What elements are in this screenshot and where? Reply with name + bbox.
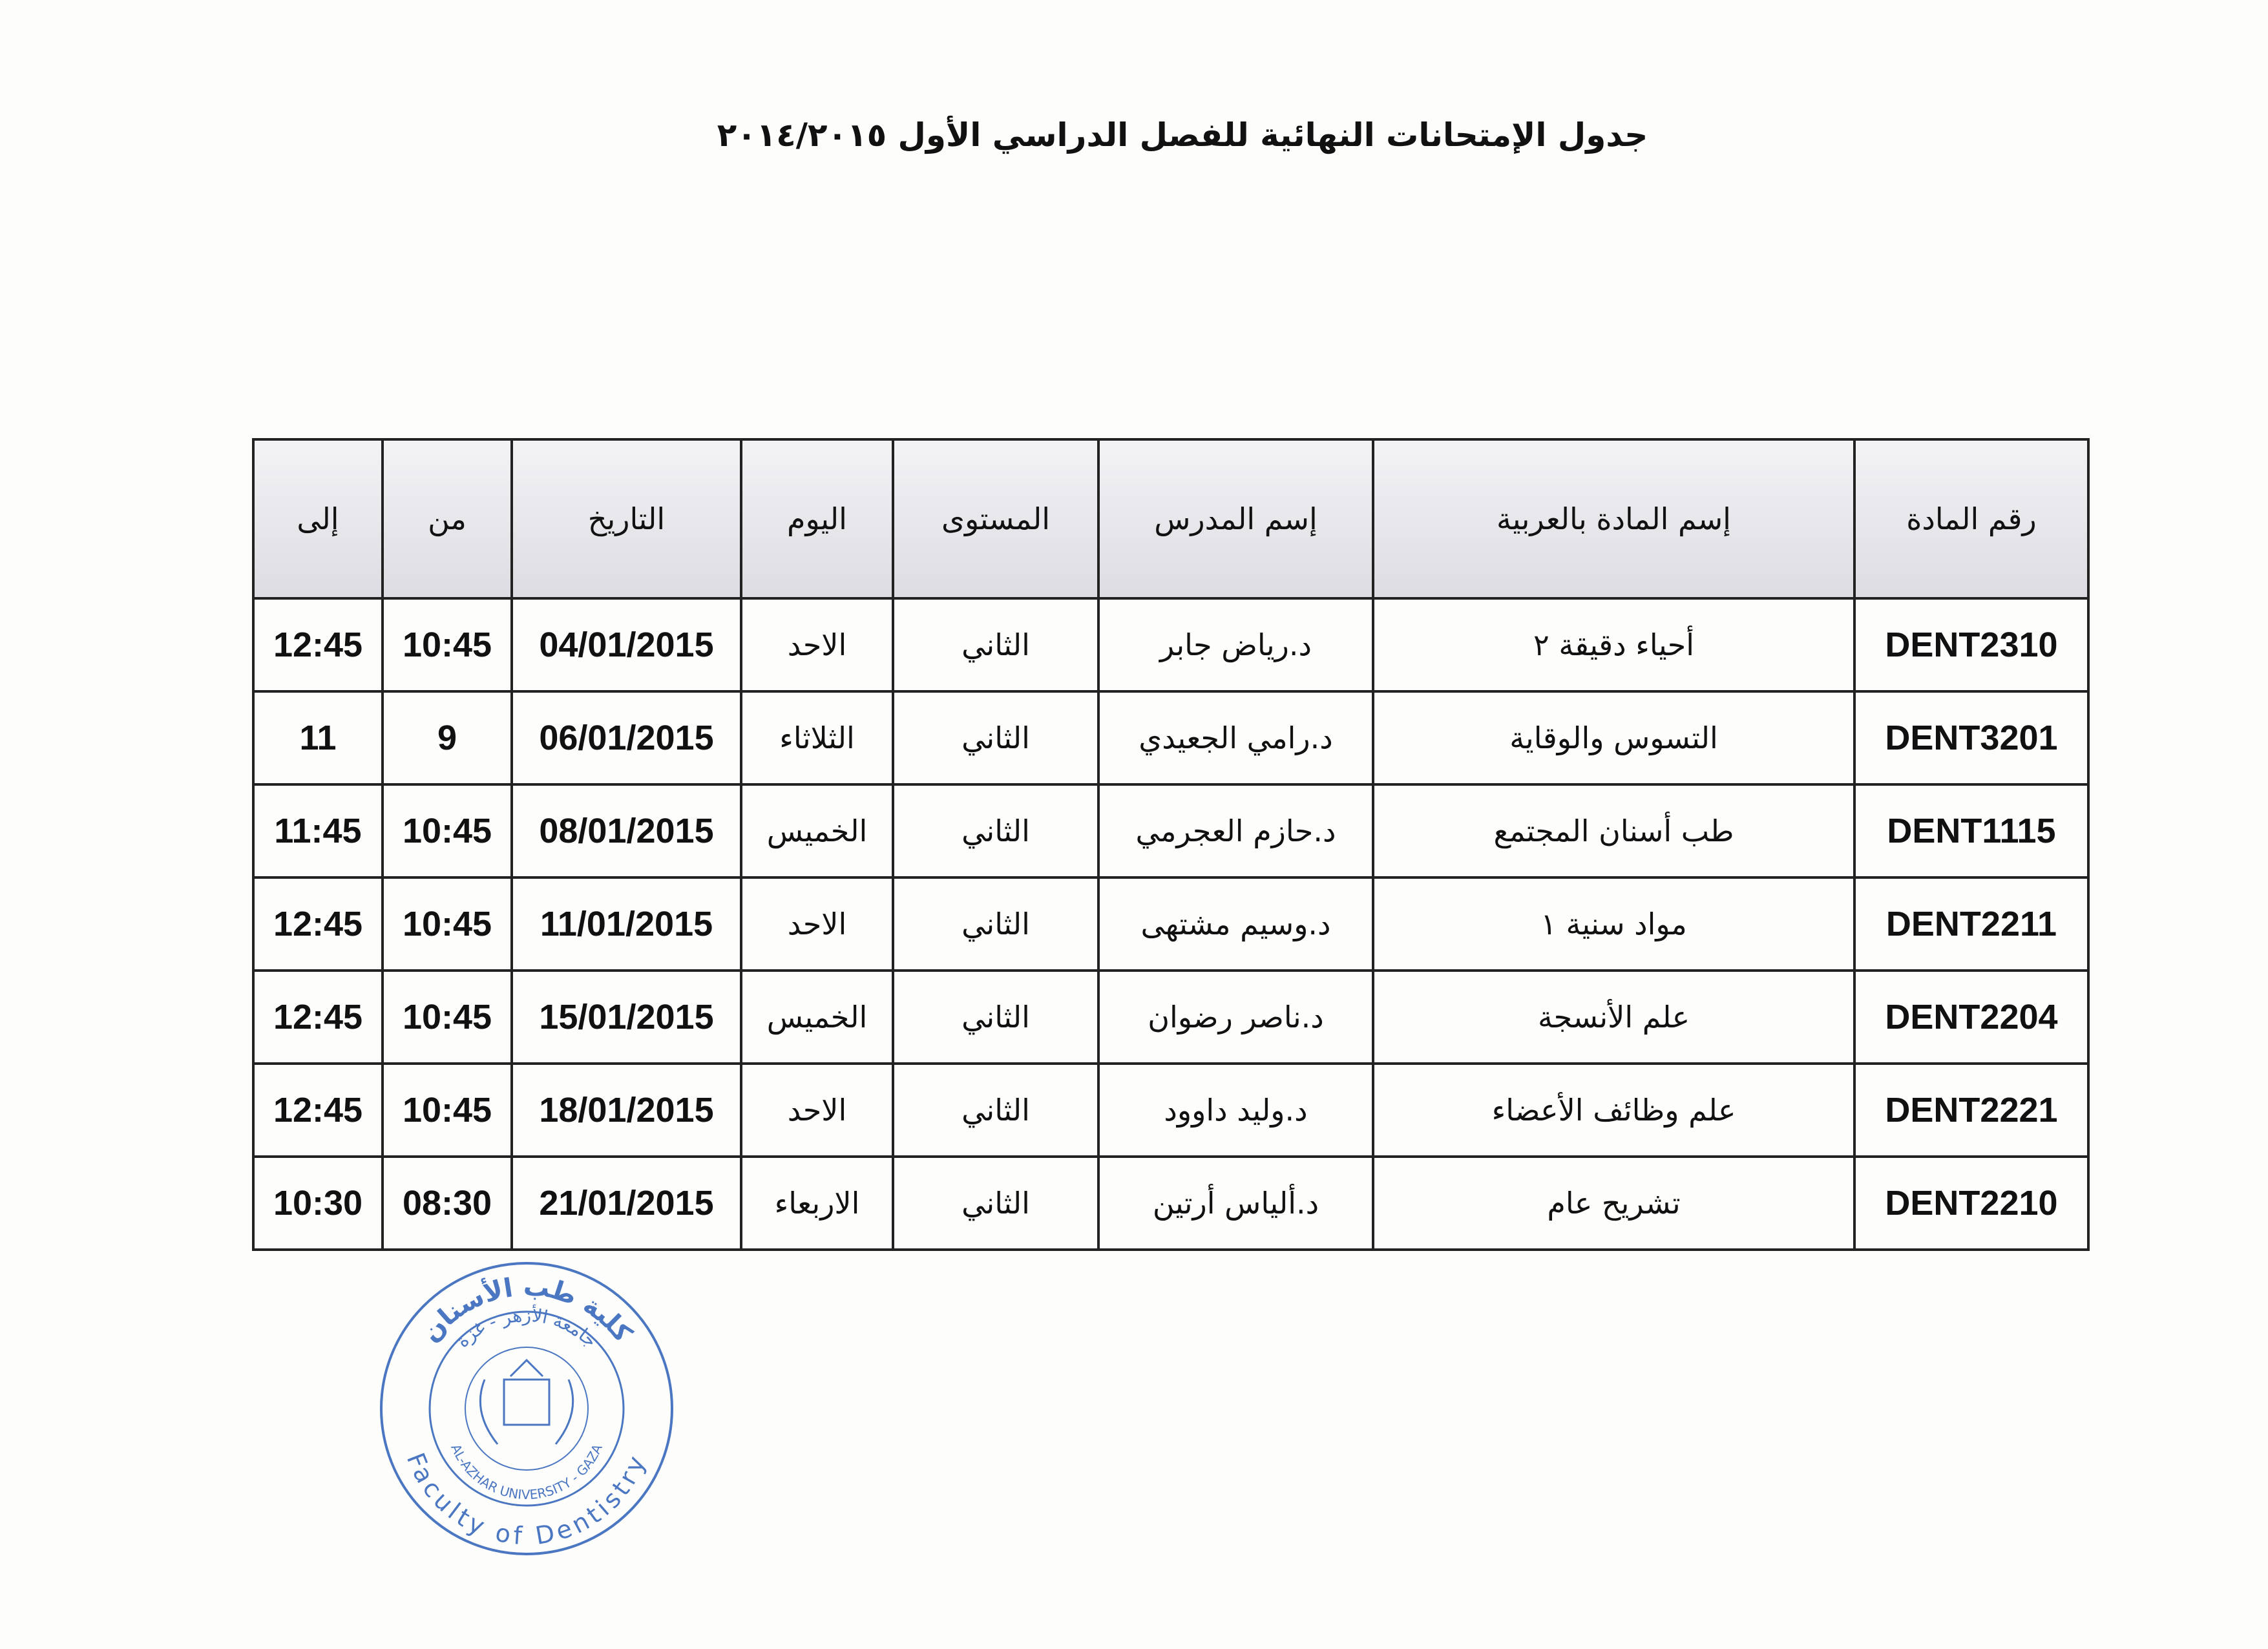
end-time-cell: 11:45	[253, 784, 383, 877]
date-cell: 06/01/2015	[512, 691, 741, 784]
column-header: التاريخ	[512, 439, 741, 598]
start-time-cell: 10:45	[383, 971, 512, 1064]
teacher-cell: د.وليد داوود	[1098, 1064, 1373, 1157]
table-row	[253, 1157, 2088, 1250]
teacher-cell: د.حازم العجرمي	[1098, 784, 1373, 877]
table-row	[253, 598, 2088, 691]
teacher-cell: د.ألياس أرتين	[1098, 1157, 1373, 1250]
start-time-cell: 10:45	[383, 1064, 512, 1157]
level-cell: الثاني	[893, 1064, 1098, 1157]
course-code-cell: DENT2210	[1854, 1157, 2088, 1250]
column-header: إسم المدرس	[1098, 439, 1373, 598]
day-cell: الثلاثاء	[741, 691, 893, 784]
seal-english-bottom: Faculty of Dentistry	[401, 1448, 653, 1551]
teacher-cell: د.رامي الجعيدي	[1098, 691, 1373, 784]
end-time-cell: 12:45	[253, 598, 383, 691]
faculty-seal	[375, 1257, 678, 1560]
day-cell: الاحد	[741, 1064, 893, 1157]
date-cell: 15/01/2015	[512, 971, 741, 1064]
date-cell: 18/01/2015	[512, 1064, 741, 1157]
subject-name-cell: مواد سنية ١	[1373, 877, 1854, 971]
column-header: إسم المادة بالعربية	[1373, 439, 1854, 598]
course-code-cell: DENT2310	[1854, 598, 2088, 691]
course-code-cell: DENT2204	[1854, 971, 2088, 1064]
end-time-cell: 12:45	[253, 877, 383, 971]
seal-english-inner: AL-AZHAR UNIVERSITY - GAZA	[448, 1442, 605, 1503]
column-header: المستوى	[893, 439, 1098, 598]
day-cell: الاحد	[741, 598, 893, 691]
subject-name-cell: طب أسنان المجتمع	[1373, 784, 1854, 877]
date-cell: 21/01/2015	[512, 1157, 741, 1250]
header-row	[253, 439, 2088, 598]
seal-arabic-inner: جامعة الأزهر - غزة	[452, 1304, 602, 1352]
day-cell: الخميس	[741, 784, 893, 877]
level-cell: الثاني	[893, 877, 1098, 971]
table-row	[253, 784, 2088, 877]
table-row	[253, 691, 2088, 784]
table-row	[253, 1064, 2088, 1157]
level-cell: الثاني	[893, 784, 1098, 877]
teacher-cell: د.ناصر رضوان	[1098, 971, 1373, 1064]
end-time-cell: 11	[253, 691, 383, 784]
exam-schedule-table	[252, 438, 2090, 1251]
subject-name-cell: تشريح عام	[1373, 1157, 1854, 1250]
start-time-cell: 10:45	[383, 784, 512, 877]
start-time-cell: 9	[383, 691, 512, 784]
start-time-cell: 08:30	[383, 1157, 512, 1250]
column-header: إلى	[253, 439, 383, 598]
end-time-cell: 12:45	[253, 971, 383, 1064]
subject-name-cell: أحياء دقيقة ٢	[1373, 598, 1854, 691]
course-code-cell: DENT3201	[1854, 691, 2088, 784]
column-header: رقم المادة	[1854, 439, 2088, 598]
level-cell: الثاني	[893, 1157, 1098, 1250]
table-row	[253, 877, 2088, 971]
subject-name-cell: علم الأنسجة	[1373, 971, 1854, 1064]
day-cell: الخميس	[741, 971, 893, 1064]
level-cell: الثاني	[893, 971, 1098, 1064]
teacher-cell: د.وسيم مشتهى	[1098, 877, 1373, 971]
day-cell: الاربعاء	[741, 1157, 893, 1250]
table-row	[253, 971, 2088, 1064]
end-time-cell: 10:30	[253, 1157, 383, 1250]
end-time-cell: 12:45	[253, 1064, 383, 1157]
seal-arabic-top: كلية طب الأسنان	[415, 1271, 638, 1348]
column-header: اليوم	[741, 439, 893, 598]
day-cell: الاحد	[741, 877, 893, 971]
date-cell: 11/01/2015	[512, 877, 741, 971]
date-cell: 04/01/2015	[512, 598, 741, 691]
course-code-cell: DENT2221	[1854, 1064, 2088, 1157]
column-header: من	[383, 439, 512, 598]
date-cell: 08/01/2015	[512, 784, 741, 877]
page-title: جدول الإمتحانات النهائية للفصل الدراسي الأول ٢٠١٤/٢٠١٥	[717, 116, 1648, 154]
table-body	[253, 598, 2088, 1250]
level-cell: الثاني	[893, 691, 1098, 784]
course-code-cell: DENT2211	[1854, 877, 2088, 971]
start-time-cell: 10:45	[383, 598, 512, 691]
subject-name-cell: التسوس والوقاية	[1373, 691, 1854, 784]
subject-name-cell: علم وظائف الأعضاء	[1373, 1064, 1854, 1157]
start-time-cell: 10:45	[383, 877, 512, 971]
level-cell: الثاني	[893, 598, 1098, 691]
teacher-cell: د.رياض جابر	[1098, 598, 1373, 691]
course-code-cell: DENT1115	[1854, 784, 2088, 877]
